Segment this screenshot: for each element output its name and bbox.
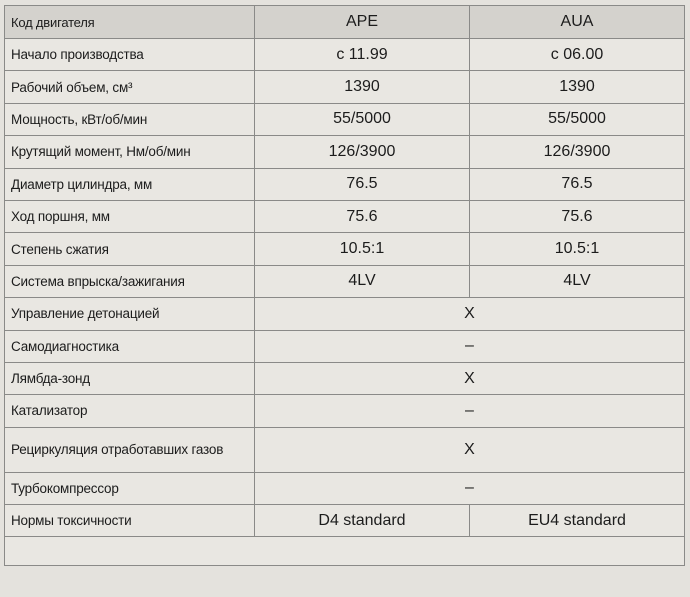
table-row-merged	[5, 395, 685, 427]
table-row	[5, 265, 685, 297]
row-value-ape: 4LV	[255, 265, 470, 297]
row-value-shared: –	[255, 330, 685, 362]
row-value-shared: –	[255, 472, 685, 504]
row-value-shared: X	[255, 298, 685, 330]
row-label: Управление детонацией	[5, 298, 255, 330]
row-label: Рециркуляция отработавших газов	[5, 427, 255, 472]
row-value-shared: X	[255, 427, 685, 472]
row-value-ape: 10.5:1	[255, 233, 470, 265]
table-header-row	[5, 6, 685, 39]
row-label: Нормы токсичности	[5, 505, 255, 537]
header-engine-ape: APE	[255, 6, 470, 39]
table-row-merged	[5, 298, 685, 330]
row-value-aua: 1390	[470, 71, 685, 103]
table-row-merged	[5, 330, 685, 362]
row-label: Турбокомпрессор	[5, 472, 255, 504]
row-value-ape: 76.5	[255, 168, 470, 200]
row-value-aua: 76.5	[470, 168, 685, 200]
row-value-ape: с 11.99	[255, 39, 470, 71]
row-label: Диаметр цилиндра, мм	[5, 168, 255, 200]
row-value-aua: 55/5000	[470, 103, 685, 135]
row-value-aua: 10.5:1	[470, 233, 685, 265]
table-row	[5, 168, 685, 200]
table-row	[5, 39, 685, 71]
row-label: Самодиагностика	[5, 330, 255, 362]
row-value-aua: 75.6	[470, 200, 685, 232]
row-label: Крутящий момент, Нм/об/мин	[5, 136, 255, 168]
header-engine-aua: AUA	[470, 6, 685, 39]
row-label: Катализатор	[5, 395, 255, 427]
row-value-shared: X	[255, 362, 685, 394]
table-row	[5, 103, 685, 135]
row-label: Мощность, кВт/об/мин	[5, 103, 255, 135]
empty-cell	[5, 537, 685, 566]
table-row-merged	[5, 472, 685, 504]
table-row	[5, 71, 685, 103]
table-row	[5, 233, 685, 265]
table-row	[5, 505, 685, 537]
table-row-merged	[5, 362, 685, 394]
table-row	[5, 136, 685, 168]
row-value-ape: 1390	[255, 71, 470, 103]
row-value-ape: 126/3900	[255, 136, 470, 168]
row-label: Лямбда-зонд	[5, 362, 255, 394]
engine-spec-table	[4, 5, 685, 566]
header-label: Код двигателя	[5, 6, 255, 39]
row-value-aua: с 06.00	[470, 39, 685, 71]
table-row	[5, 200, 685, 232]
row-label: Рабочий объем, см³	[5, 71, 255, 103]
row-value-ape: 55/5000	[255, 103, 470, 135]
row-label: Начало производства	[5, 39, 255, 71]
row-label: Ход поршня, мм	[5, 200, 255, 232]
row-value-aua: EU4 standard	[470, 505, 685, 537]
table-row-merged	[5, 427, 685, 472]
table-empty-footer	[5, 537, 685, 566]
row-label: Степень сжатия	[5, 233, 255, 265]
row-value-aua: 4LV	[470, 265, 685, 297]
row-value-ape: 75.6	[255, 200, 470, 232]
row-label: Система впрыска/зажигания	[5, 265, 255, 297]
row-value-ape: D4 standard	[255, 505, 470, 537]
row-value-aua: 126/3900	[470, 136, 685, 168]
row-value-shared: –	[255, 395, 685, 427]
